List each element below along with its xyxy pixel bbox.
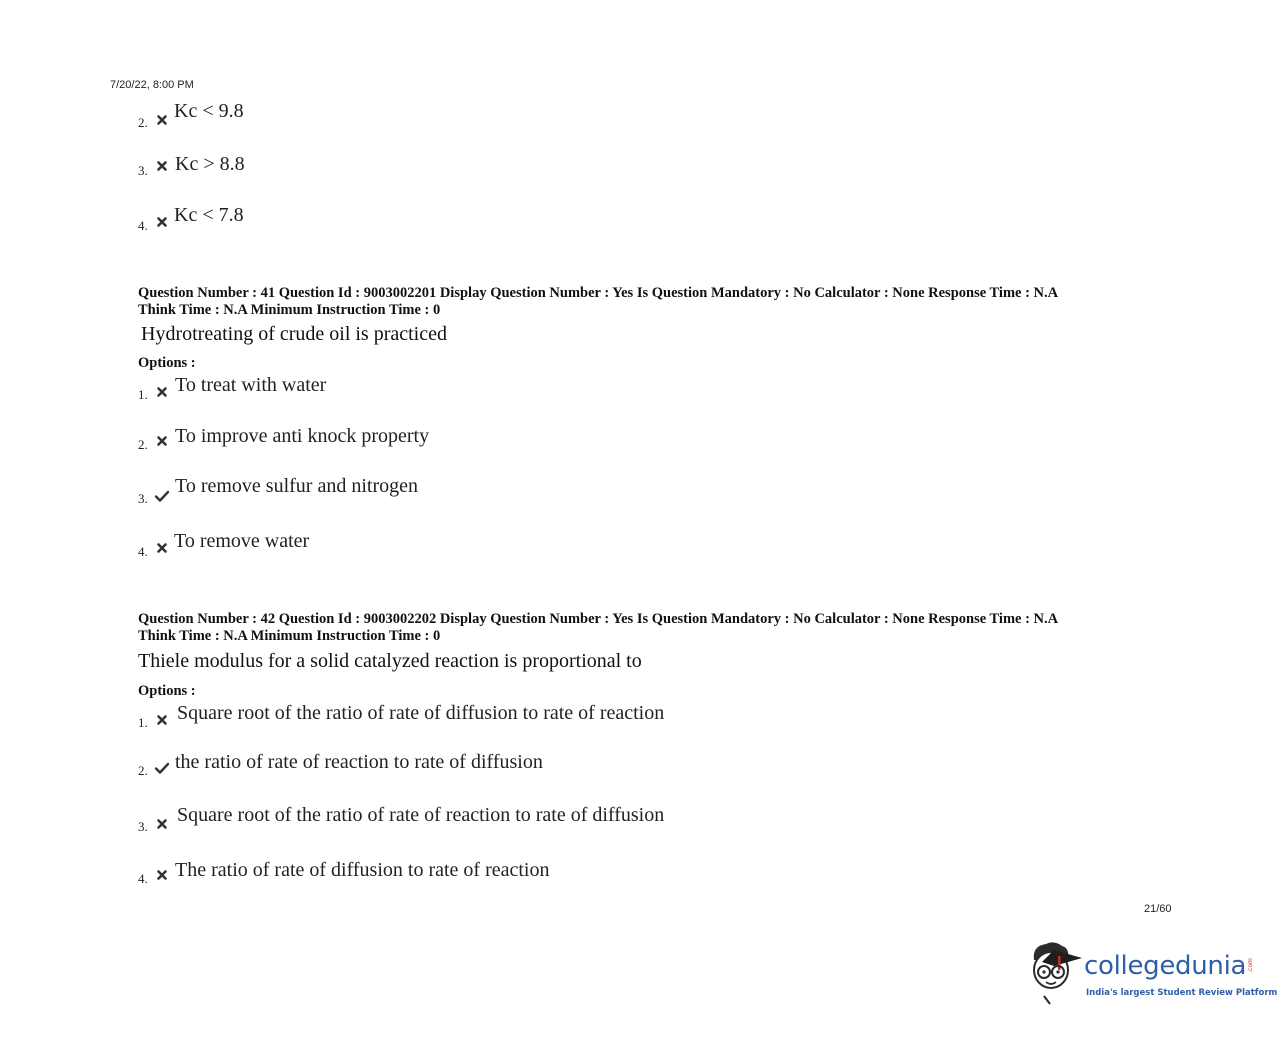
mascot-icon [1024, 938, 1084, 1008]
question-text: Hydrotreating of crude oil is practiced [141, 323, 447, 345]
cross-icon [155, 817, 169, 831]
check-icon [154, 489, 170, 503]
option-number: 4. [138, 871, 148, 886]
option-number: 2. [138, 763, 148, 778]
option-number: 2. [138, 115, 148, 130]
option-number: 3. [138, 819, 148, 834]
print-timestamp: 7/20/22, 8:00 PM [110, 79, 194, 91]
question-meta-line2: Think Time : N.A Minimum Instruction Time : 0 [138, 628, 441, 644]
brand-tagline: India's largest Student Review Platform [1086, 988, 1278, 998]
option-text: To improve anti knock property [175, 425, 430, 447]
cross-icon [155, 434, 169, 448]
option-text: Square root of the ratio of rate of reaction to rate of diffusion [177, 804, 665, 826]
option-text: Kc > 8.8 [175, 153, 245, 175]
option-text: Kc < 7.8 [174, 204, 244, 226]
option-number: 4. [138, 218, 148, 233]
option-text: To remove water [174, 530, 310, 552]
option-text: The ratio of rate of diffusion to rate of reaction [175, 859, 550, 881]
option-number: 3. [138, 163, 148, 178]
option-text: Square root of the ratio of rate of diffusion to rate of reaction [177, 702, 665, 724]
option-number: 1. [138, 387, 148, 402]
brand-name: collegedunia [1084, 951, 1247, 981]
option-number: 3. [138, 491, 148, 506]
option-text: the ratio of rate of reaction to rate of diffusion [175, 751, 543, 773]
cross-icon [155, 215, 169, 229]
question-text: Thiele modulus for a solid catalyzed reaction is proportional to [138, 650, 642, 672]
option-text: To treat with water [175, 374, 327, 396]
cross-icon [155, 713, 169, 727]
cross-icon [155, 868, 169, 882]
question-meta-line2: Think Time : N.A Minimum Instruction Time : 0 [138, 302, 441, 318]
options-label: Options : [138, 355, 196, 371]
question-meta: Question Number : 42 Question Id : 9003002202 Display Question Number : Yes Is Question Mandatory : No Calculator : None Response Time : N.A [138, 611, 1059, 627]
brand-suffix: .com [1246, 958, 1254, 973]
check-icon [154, 761, 170, 775]
question-meta: Question Number : 41 Question Id : 9003002201 Display Question Number : Yes Is Question Mandatory : No Calculator : None Response Time : N.A [138, 285, 1059, 301]
cross-icon [155, 385, 169, 399]
option-text: To remove sulfur and nitrogen [175, 475, 418, 497]
option-number: 1. [138, 715, 148, 730]
option-number: 2. [138, 437, 148, 452]
cross-icon [155, 113, 169, 127]
option-number: 4. [138, 544, 148, 559]
cross-icon [155, 159, 169, 173]
cross-icon [155, 541, 169, 555]
options-label: Options : [138, 683, 196, 699]
page-number: 21/60 [1144, 903, 1172, 915]
option-text: Kc < 9.8 [174, 100, 244, 122]
